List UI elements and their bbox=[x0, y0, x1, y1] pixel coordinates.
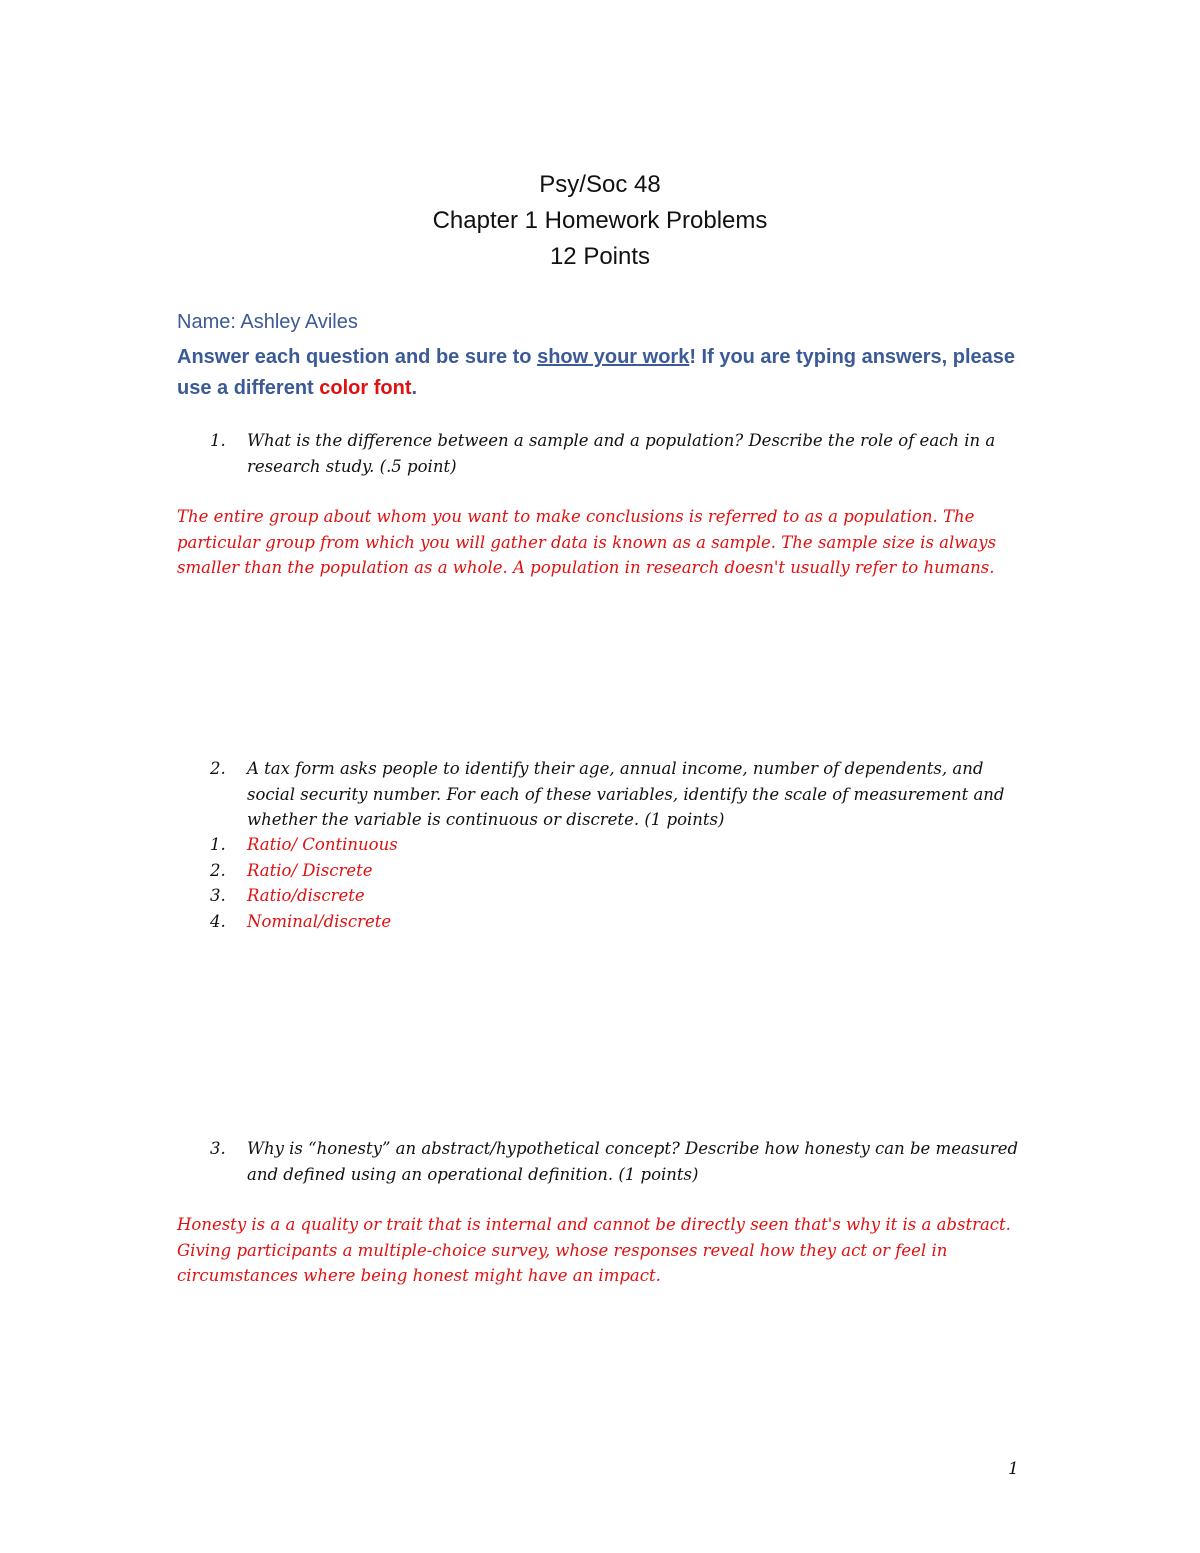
question-number: 3. bbox=[210, 1139, 226, 1158]
instructions-color-font: color font bbox=[319, 377, 412, 399]
document-header bbox=[0, 167, 1200, 275]
points-total: 12 Points bbox=[549, 243, 651, 270]
list-item-number: 3. bbox=[210, 886, 226, 905]
list-item-answer: Ratio/ Discrete bbox=[247, 860, 373, 880]
list-item-number: 1. bbox=[210, 835, 226, 854]
list-item bbox=[210, 883, 810, 909]
question-1 bbox=[210, 428, 1030, 479]
question-text: A tax form asks people to identify their age, annual income, number of dependents, and social security number. For each of these variables, identify the scale of measurement and whether the variable is continuous or discrete. (1 points) bbox=[247, 759, 1005, 829]
instructions-part2: ! If you are typing answers, please use a different bbox=[177, 346, 1015, 399]
question-number: 1. bbox=[210, 431, 226, 450]
question-text: Why is “honesty” an abstract/hypothetical concept? Describe how honesty can be measured and defined using an operational definition. (1 points) bbox=[247, 1139, 1019, 1184]
question-3 bbox=[210, 1136, 1030, 1187]
list-item-number: 2. bbox=[210, 860, 226, 880]
list-item-answer: Ratio/ Continuous bbox=[247, 835, 398, 854]
list-item-number: 4. bbox=[210, 911, 226, 931]
question-text: What is the difference between a sample and a population? Describe the role of each in a research study. (.5 point) bbox=[247, 431, 996, 476]
student-name: Name: Ashley Aviles bbox=[177, 311, 358, 333]
list-item bbox=[210, 832, 810, 858]
question-2 bbox=[210, 756, 1030, 833]
list-item bbox=[210, 909, 810, 935]
list-item bbox=[210, 858, 810, 884]
question-number: 2. bbox=[210, 759, 226, 778]
list-item-answer: Ratio/discrete bbox=[247, 886, 365, 905]
course-title: Psy/Soc 48 bbox=[539, 171, 661, 198]
assignment-title: Chapter 1 Homework Problems bbox=[432, 207, 768, 234]
instructions-part1: Answer each question and be sure to bbox=[177, 346, 538, 368]
instructions-part3: . bbox=[411, 377, 418, 399]
list-item-answer: Nominal/discrete bbox=[247, 911, 392, 931]
answer-2-list bbox=[210, 832, 810, 934]
instructions-show-work: show your work bbox=[537, 346, 690, 368]
instructions bbox=[177, 342, 1037, 404]
answer-1: The entire group about whom you want to make conclusions is referred to as a population. The particular group from which you will gather data is known as a sample. The sample size is always smaller than the population as a whole. A population in research doesn't usually refer to humans. bbox=[177, 507, 997, 577]
answer-3: Honesty is a a quality or trait that is internal and cannot be directly seen that's why it is a abstract. Giving participants a multiple-choice survey, whose responses reveal how they act or feel in circumstances where being honest might have an impact. bbox=[177, 1215, 1011, 1285]
page-number: 1 bbox=[1008, 1459, 1019, 1479]
